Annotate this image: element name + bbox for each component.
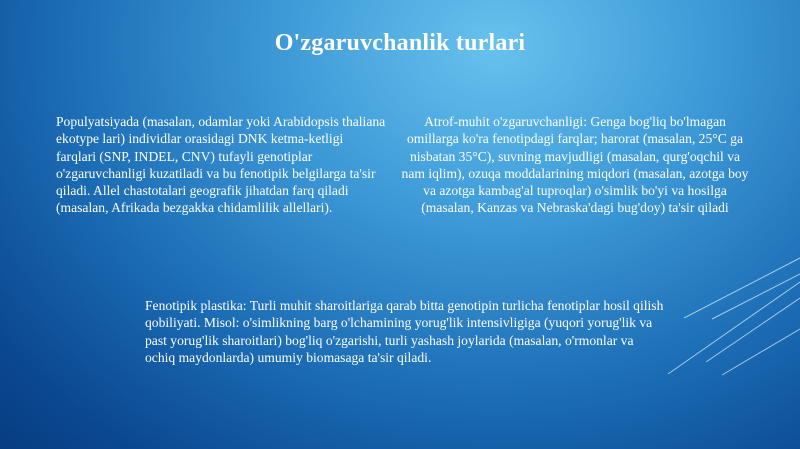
slide-title: O'zgaruvchanlik turlari: [274, 30, 526, 56]
deco-line: [722, 329, 800, 375]
genetic-variation-text: Populyatsiyada (masalan, odamlar yoki Arabidopsis thaliana ekotype lari) individlar orasidagi DNK ketma-ketligi farqlari (SNP, INDEL, CNV) tufayli genotiplar o'zgaruvchanligi kuzatiladi va bu fenotipik belgilarga ta'sir qiladi. Allel chastotalari geografik jihatdan farq qiladi (masalan, Afrikada bezgakka chidamlilik allellari).: [56, 114, 386, 216]
phenotypic-plasticity-text: Fenotipik plastika: Turli muhit sharoitlariga qarab bitta genotipin turlicha fenotiplar hosil qilish qobiliyati. Misol: o'simlikning barg o'lchamining yorug'lik intensivligiga (yuqori yorug'lik va past yorug'lik sharoitlari) bog'liq o'zgarishi, turli yashash joylarida (masalan, o'rmonlar va ochiq maydonlarda) umumiy biomasaga ta'sir qiladi.: [145, 298, 664, 365]
deco-line: [668, 282, 800, 374]
environmental-variation-text: Atrof-muhit o'zgaruvchanligi: Genga bog'liq bo'lmagan omillarga ko'ra fenotipdagi farqlar; harorat (masalan, 25°C ga nisbatan 35°C), suvning mavjudligi (masalan, qurg'oqchil va nam iqlim), ozuqa moddalarining miqdori (masalan, azotga boy va azotga kambag'al tuproqlar) o'simlik bo'yi va hosilga (masalan, Kanzas va Nebraska'dagi bug'doy) ta'sir qiladi: [401, 114, 749, 216]
deco-line: [684, 258, 800, 318]
deco-line: [712, 274, 800, 319]
deco-line: [706, 298, 800, 362]
